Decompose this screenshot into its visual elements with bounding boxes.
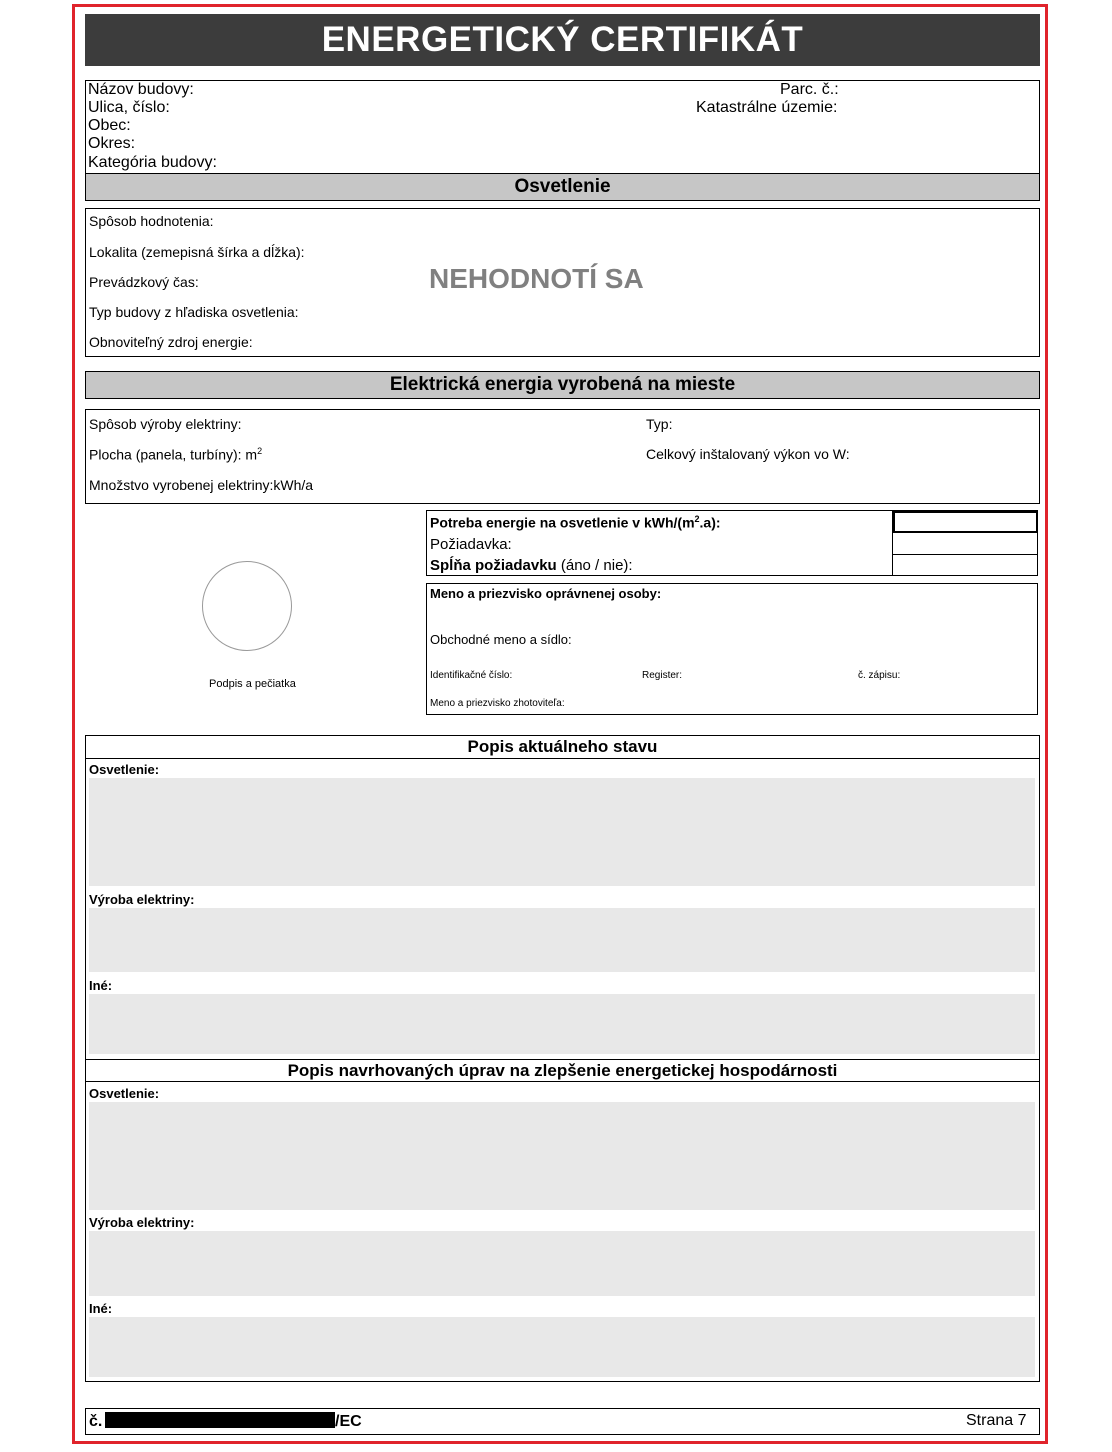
requirement-label: Požiadavka: (430, 536, 512, 553)
proposed-other-field[interactable] (89, 1317, 1035, 1377)
proposed-heading-line-bottom (85, 1081, 1040, 1082)
current-lighting-label: Osvetlenie: (89, 762, 160, 777)
certificate-title: ENERGETICKÝ CERTIFIKÁT (85, 14, 1040, 66)
town-label: Obec: (88, 117, 131, 134)
entry-number-label: č. zápisu: (858, 670, 901, 681)
demand-value-cell[interactable] (893, 511, 1038, 533)
business-name-label: Obchodné meno a sídlo: (430, 632, 572, 647)
building-name-label: Názov budovy: (88, 81, 194, 98)
current-lighting-field[interactable] (89, 778, 1035, 886)
register-label: Register: (642, 670, 683, 681)
proposed-lighting-field[interactable] (89, 1102, 1035, 1210)
signature-stamp-label: Podpis a pečiatka (209, 678, 296, 690)
current-production-field[interactable] (89, 908, 1035, 972)
renewable-source-label: Obnoviteľný zdroj energie: (89, 334, 253, 350)
production-method-label: Spôsob výroby elektriny: (89, 416, 242, 432)
building-category-label: Kategória budovy: (88, 154, 217, 171)
current-state-heading-line (85, 758, 1040, 759)
current-production-label: Výroba elektriny: (89, 892, 195, 907)
evaluation-method-label: Spôsob hodnotenia: (89, 213, 214, 229)
proposed-lighting-label: Osvetlenie: (89, 1086, 160, 1101)
lighting-demand-label: Potreba energie na osvetlenie v kWh/$(m^2.a)$: (430, 514, 721, 531)
street-label: Ulica, číslo: (88, 99, 170, 116)
current-other-label: Iné: (89, 978, 113, 993)
lighting-heading: Osvetlenie (85, 173, 1040, 201)
proposed-production-field[interactable] (89, 1231, 1035, 1296)
proposed-heading-line-top (85, 1059, 1040, 1060)
installed-power-label: Celkový inštalovaný výkon vo W: (646, 446, 850, 462)
building-info-box (85, 80, 1040, 174)
proposed-heading: Popis navrhovaných úprav na zlepšenie energetickej hospodárnosti (287, 1061, 838, 1080)
parcel-label: Parc. č.: (780, 81, 839, 98)
type-label: Typ: (646, 416, 673, 432)
authorized-person-box (426, 583, 1038, 715)
cadastral-label: Katastrálne územie: (696, 99, 838, 116)
location-label: Lokalita (zemepisná šírka a dĺžka): (89, 244, 305, 260)
page-number: Strana 7 (966, 1412, 1027, 1429)
proposed-other-label: Iné: (89, 1301, 113, 1316)
current-state-heading: Popis aktuálneho stavu (467, 737, 658, 756)
requirement-row-line (893, 554, 1038, 555)
redacted-number (105, 1412, 335, 1428)
electricity-heading: Elektrická energia vyrobená na mieste (85, 371, 1040, 399)
certificate-number-prefix: č. (89, 1413, 103, 1430)
not-evaluated-stamp: NEHODNOTÍ SA (429, 263, 644, 294)
identification-number-label: Identifikačné číslo: (430, 670, 513, 681)
panel-area-label: Plocha (panela, turbíny): $m^2$ (89, 446, 263, 463)
certificate-number-suffix: /EC (335, 1413, 362, 1430)
maker-name-label: Meno a priezvisko zhotoviteľa: (430, 698, 565, 709)
stamp-circle (202, 561, 292, 651)
current-other-field[interactable] (89, 994, 1035, 1054)
proposed-production-label: Výroba elektriny: (89, 1215, 195, 1230)
district-label: Okres: (88, 135, 136, 152)
authorized-person-label: Meno a priezvisko oprávnenej osoby: (430, 586, 662, 601)
building-type-label: Typ budovy z hľadiska osvetlenia: (89, 304, 299, 320)
meets-requirement-label: Spĺňa požiadavku (áno / nie): (430, 557, 633, 574)
operating-time-label: Prevádzkový čas: (89, 274, 199, 290)
produced-quantity-label: Množstvo vyrobenej elektriny:kWh/a (89, 477, 314, 493)
